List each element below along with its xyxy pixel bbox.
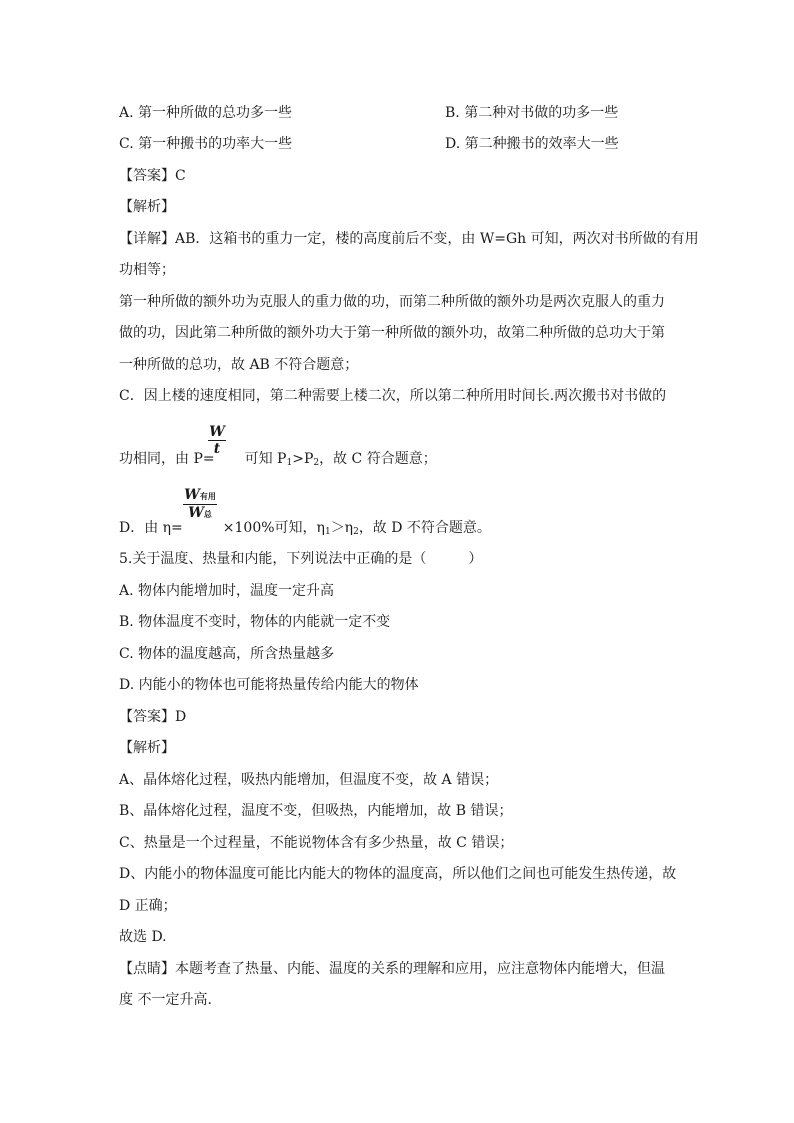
answer-value: D xyxy=(175,709,187,725)
q5-option-b: B. 物体温度不变时，物体的内能就一定不变 xyxy=(119,614,391,630)
q4-detail-line-1: 【详解】AB．这箱书的重力一定，楼的高度前后不变，由 W=Gh 可知，两次对书所做的有用 xyxy=(119,231,699,247)
q5-comment-line-2: 度 不一定升高. xyxy=(119,992,212,1008)
fraction-numerator: W有用 xyxy=(184,487,216,503)
q5-option-d: D. 内能小的物体也可能将热量传给内能大的物体 xyxy=(119,677,419,693)
q5-explain-c: C、热量是一个过程量，不能说物体含有多少热量，故 C 错误； xyxy=(119,835,514,851)
q5-analysis-label: 【解析】 xyxy=(119,740,175,756)
fraction-denominator: W总 xyxy=(188,505,212,521)
fraction-denominator: t xyxy=(213,441,221,457)
q5-explain-a: A、晶体熔化过程，吸热内能增加，但温度不变，故 A 错误； xyxy=(119,772,499,788)
q4-detail-line-5: 一种所做的总功，故 AB 不符合题意； xyxy=(119,357,359,373)
q5-option-c: C. 物体的温度越高，所含热量越多 xyxy=(119,646,335,662)
q5-stem: 5.关于温度、热量和内能，下列说法中正确的是（ ） xyxy=(119,551,483,567)
q5-explain-d-2: D 正确； xyxy=(119,898,177,914)
answer-value: C xyxy=(175,168,186,184)
q4-detail-line-3: 第一种所做的额外功为克服人的重力做的功，而第二种所做的额外功是两次克服人的重力 xyxy=(119,294,665,310)
q5-answer-line xyxy=(119,707,186,727)
q4-option-c: C. 第一种搬书的功率大一些 xyxy=(119,136,293,152)
q4-option-a: A. 第一种所做的总功多一些 xyxy=(119,105,293,121)
q4-detail-line-4: 做的功，因此第二种所做的额外功大于第一种所做的额外功，故第二种所做的总功大于第 xyxy=(119,325,665,341)
efficiency-fraction xyxy=(183,487,217,522)
q5-choose: 故选 D. xyxy=(119,929,167,945)
q5-explain-b: B、晶体熔化过程，温度不变，但吸热，内能增加，故 B 错误； xyxy=(119,803,513,819)
q4-detail-line-6: C．因上楼的速度相同，第二种需要上楼二次，所以第二种所用时间长.两次搬书对书做的 xyxy=(119,388,667,404)
q5-comment-line-1: 【点睛】本题考查了热量、内能、温度的关系的理解和应用，应注意物体内能增大，但温 xyxy=(119,961,665,977)
q4-detail-line-2: 功相等； xyxy=(119,262,175,278)
q5-option-a: A. 物体内能增加时，温度一定升高 xyxy=(119,583,335,599)
q4-answer-line xyxy=(119,166,186,186)
q4-option-b: B. 第二种对书做的功多一些 xyxy=(445,105,619,121)
q5-explain-d-1: D、内能小的物体温度可能比内能大的物体的温度高，所以他们之间也可能发生热传递，故 xyxy=(119,866,677,882)
q4-option-d: D. 第二种搬书的效率大一些 xyxy=(445,136,619,152)
q4-detail-line-8: D．由 η= ×100%可知，η1＞η2，故 D 不符合题意。 xyxy=(119,520,491,537)
answer-label: 【答案】 xyxy=(119,709,175,725)
q4-analysis-label: 【解析】 xyxy=(119,199,175,215)
detail-label: 【详解】 xyxy=(119,231,175,247)
comment-label: 【点睛】 xyxy=(119,961,175,977)
fraction-numerator: W xyxy=(209,424,225,440)
q4-detail-line-7: 功相同，由 P= 可知 P1>P2，故 C 符合题意； xyxy=(119,451,437,468)
answer-label: 【答案】 xyxy=(119,168,175,184)
